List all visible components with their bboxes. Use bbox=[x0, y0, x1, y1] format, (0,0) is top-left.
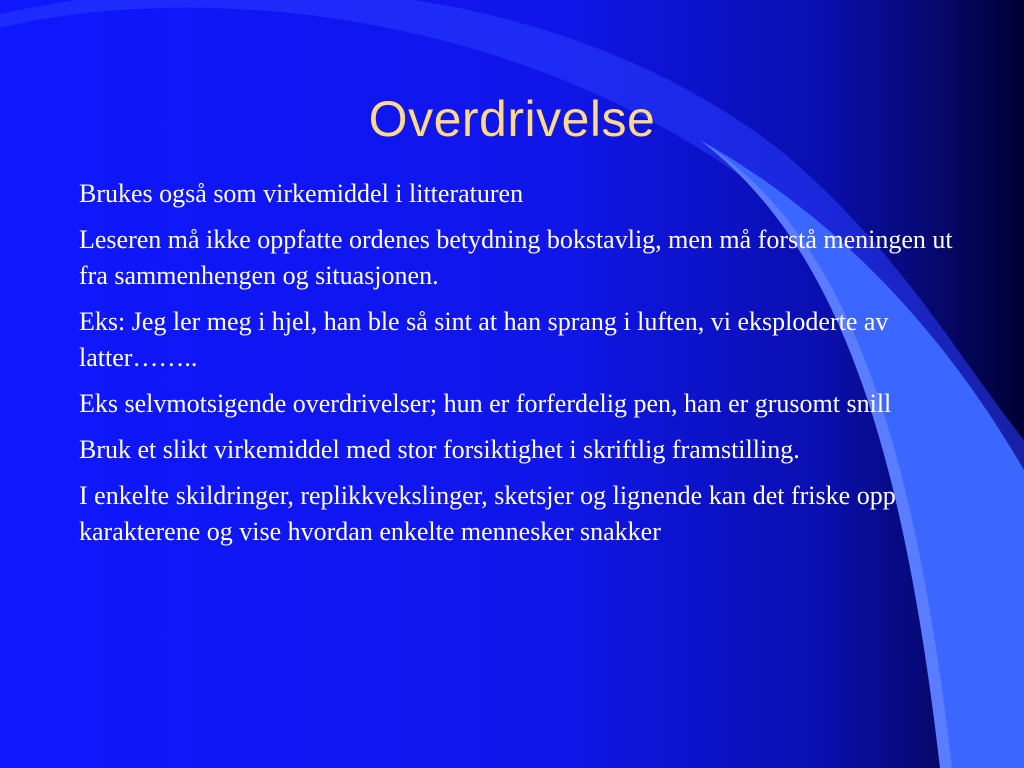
slide-title: Overdrivelse bbox=[368, 91, 656, 147]
bullet-paragraph: Eks selvmotsigende overdrivelser; hun er forferdelig pen, han er grusomt snill bbox=[79, 389, 892, 418]
bullet-paragraph: Eks: Jeg ler meg i hjel, han ble så sint at han sprang i luften, vi eksploderte av latter…….. bbox=[79, 307, 889, 372]
bullet-paragraph: Bruk et slikt virkemiddel med stor forsiktighet i skriftlig framstilling. bbox=[79, 435, 800, 464]
bullet-paragraph: I enkelte skildringer, replikkvekslinger, sketsjer og lignende kan det friske opp karakterene og vise hvordan enkelte mennesker snakker bbox=[79, 481, 896, 546]
slide-body bbox=[79, 176, 959, 560]
bullet-paragraph: Leseren må ikke oppfatte ordenes betydning bokstavlig, men må forstå meningen ut fra sammenhengen og situasjonen. bbox=[79, 225, 953, 290]
bullet-paragraph: Brukes også som virkemiddel i litteraturen bbox=[79, 179, 524, 208]
